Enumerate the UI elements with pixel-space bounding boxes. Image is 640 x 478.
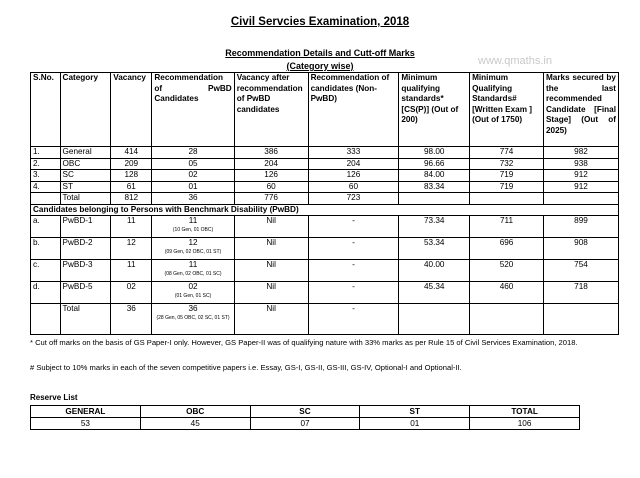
cell-sno: c. <box>31 260 61 282</box>
rec-count: 12 <box>188 238 198 247</box>
table-row-total <box>31 193 619 205</box>
reserve-list-title: Reserve List <box>30 393 78 402</box>
rec-detail: (01 Gen, 01 SC) <box>174 292 212 299</box>
rec-detail: (10 Gen, 01 OBC) <box>172 226 214 233</box>
header-min-csp: Minimum qualifying standards* [CS(P)] (Out of 200) <box>399 73 470 147</box>
header-rec-pwbd: Recommendation of PwBD Candidates <box>152 73 234 147</box>
cell-rec-pwbd: 02 <box>152 170 234 182</box>
cell-min-csp: 45.34 <box>399 282 470 304</box>
cell-category: General <box>60 147 111 159</box>
reserve-value-st: 01 <box>360 418 470 430</box>
cell-vacancy-after: 60 <box>234 181 308 193</box>
cell-rec-pwbd <box>152 216 234 238</box>
cell-marks-last: 754 <box>543 260 618 282</box>
cell-marks-last: 899 <box>543 216 618 238</box>
rec-detail: (08 Gen, 02 OBC, 01 SC) <box>164 270 222 277</box>
cell-min-csp: 83.34 <box>399 181 470 193</box>
pwbd-section-heading: Candidates belonging to Persons with Benchmark Disability (PwBD) <box>31 204 619 216</box>
reserve-header-sc: SC <box>250 406 360 418</box>
cell-vacancy: 11 <box>111 216 152 238</box>
cell-rec-non: - <box>308 282 399 304</box>
cell-category: PwBD-5 <box>60 282 111 304</box>
cell-rec-pwbd <box>152 238 234 260</box>
cell-rec-non: 723 <box>308 193 399 205</box>
cell-vacancy-after: 776 <box>234 193 308 205</box>
cell-marks-last <box>543 304 618 335</box>
cell-vacancy-after: Nil <box>234 260 308 282</box>
cell-vacancy-after: 204 <box>234 158 308 170</box>
cell-min-written: 460 <box>470 282 544 304</box>
cell-marks-last: 982 <box>543 147 618 159</box>
cell-vacancy-after: Nil <box>234 216 308 238</box>
cell-rec-non: 126 <box>308 170 399 182</box>
cell-sno <box>31 304 61 335</box>
cell-vacancy-after: Nil <box>234 238 308 260</box>
cell-rec-non: 60 <box>308 181 399 193</box>
cell-marks-last <box>543 193 618 205</box>
cell-sno: d. <box>31 282 61 304</box>
table-row <box>31 238 619 260</box>
page-subtitle: Recommendation Details and Cutt-off Marks <box>225 48 415 58</box>
cell-vacancy-after: 386 <box>234 147 308 159</box>
reserve-value-sc: 07 <box>250 418 360 430</box>
cell-sno <box>31 193 61 205</box>
header-min-written: Minimum Qualifying Standards# [Written Exam ] (Out of 1750) <box>470 73 544 147</box>
cell-min-written: 719 <box>470 181 544 193</box>
cell-vacancy: 02 <box>111 282 152 304</box>
footnote-hash: # Subject to 10% marks in each of the seven competitive papers i.e. Essay, GS-I, GS-II, GS-III, GS-IV, Optional-I and Optional-II. <box>30 363 462 372</box>
cell-sno: 4. <box>31 181 61 193</box>
cell-min-written: 711 <box>470 216 544 238</box>
cell-vacancy: 414 <box>111 147 152 159</box>
cell-vacancy-after: Nil <box>234 304 308 335</box>
reserve-value-total: 106 <box>470 418 580 430</box>
pwbd-section-row <box>31 204 619 216</box>
reserve-header-st: ST <box>360 406 470 418</box>
cell-marks-last: 938 <box>543 158 618 170</box>
cell-sno: a. <box>31 216 61 238</box>
page-title: Civil Servcies Examination, 2018 <box>230 16 410 28</box>
header-sno: S.No. <box>31 73 61 147</box>
table-row <box>31 181 619 193</box>
cell-min-written: 774 <box>470 147 544 159</box>
table-row <box>31 147 619 159</box>
table-row <box>31 260 619 282</box>
cell-vacancy: 61 <box>111 181 152 193</box>
cell-rec-non: - <box>308 216 399 238</box>
table-row <box>31 158 619 170</box>
cell-min-written: 520 <box>470 260 544 282</box>
reserve-header-row <box>31 406 580 418</box>
table-row <box>31 216 619 238</box>
cell-min-csp: 73.34 <box>399 216 470 238</box>
cell-min-csp: 98.00 <box>399 147 470 159</box>
header-rec-non-pwbd: Recommendation of candidates (Non-PwBD) <box>308 73 399 147</box>
table-row-total <box>31 304 619 335</box>
cell-sno: 3. <box>31 170 61 182</box>
cell-category: PwBD-1 <box>60 216 111 238</box>
reserve-header-general: GENERAL <box>31 406 141 418</box>
reserve-value-general: 53 <box>31 418 141 430</box>
cell-vacancy: 12 <box>111 238 152 260</box>
cell-sno: b. <box>31 238 61 260</box>
header-vacancy-after: Vacancy after recommendation of PwBD candidates <box>234 73 308 147</box>
rec-detail: (28 Gen, 05 OBC, 02 SC, 01 ST) <box>156 314 230 321</box>
cell-min-written: 719 <box>470 170 544 182</box>
cell-sno: 1. <box>31 147 61 159</box>
cell-rec-pwbd: 28 <box>152 147 234 159</box>
cell-category: ST <box>60 181 111 193</box>
cell-vacancy: 36 <box>111 304 152 335</box>
cell-vacancy-after: Nil <box>234 282 308 304</box>
cell-vacancy: 209 <box>111 158 152 170</box>
rec-count: 11 <box>188 216 198 225</box>
watermark-text: www.qmaths.in <box>478 55 552 67</box>
cell-vacancy: 128 <box>111 170 152 182</box>
cell-rec-pwbd: 05 <box>152 158 234 170</box>
reserve-value-obc: 45 <box>140 418 250 430</box>
cell-min-csp: 84.00 <box>399 170 470 182</box>
cell-category: PwBD-3 <box>60 260 111 282</box>
header-vacancy: Vacancy <box>111 73 152 147</box>
cell-min-csp <box>399 193 470 205</box>
cell-category: PwBD-2 <box>60 238 111 260</box>
header-marks-last: Marks secured by the last recommended Candidate [Final Stage] (Out of 2025) <box>543 73 618 147</box>
cell-rec-non: 204 <box>308 158 399 170</box>
cell-category: Total <box>60 193 111 205</box>
cell-category: Total <box>60 304 111 335</box>
rec-count: 02 <box>188 282 198 291</box>
rec-detail: (09 Gen, 02 OBC, 01 ST) <box>164 248 222 255</box>
reserve-value-row <box>31 418 580 430</box>
cell-min-csp: 96.66 <box>399 158 470 170</box>
cell-rec-non: - <box>308 260 399 282</box>
table-row <box>31 170 619 182</box>
cell-marks-last: 908 <box>543 238 618 260</box>
reserve-header-total: TOTAL <box>470 406 580 418</box>
page-subtitle-category: (Category wise) <box>286 61 354 71</box>
cell-rec-pwbd <box>152 282 234 304</box>
cell-marks-last: 912 <box>543 170 618 182</box>
cell-min-csp: 53.34 <box>399 238 470 260</box>
cell-rec-non: 333 <box>308 147 399 159</box>
rec-count: 11 <box>188 260 198 269</box>
cell-rec-non: - <box>308 304 399 335</box>
reserve-header-obc: OBC <box>140 406 250 418</box>
cell-category: SC <box>60 170 111 182</box>
cell-min-written <box>470 304 544 335</box>
cell-min-csp <box>399 304 470 335</box>
cell-vacancy-after: 126 <box>234 170 308 182</box>
cell-marks-last: 912 <box>543 181 618 193</box>
cell-rec-pwbd: 01 <box>152 181 234 193</box>
cell-vacancy: 11 <box>111 260 152 282</box>
table-header-row <box>31 73 619 147</box>
cell-sno: 2. <box>31 158 61 170</box>
cell-vacancy: 812 <box>111 193 152 205</box>
rec-count: 36 <box>188 304 198 313</box>
header-category: Category <box>60 73 111 147</box>
footnote-star: * Cut off marks on the basis of GS Paper-I only. However, GS Paper-II was of qualifying nature with 33% marks as per Rule 15 of Civil Services Examination, 2018. <box>30 338 578 347</box>
recommendation-table <box>30 72 619 335</box>
cell-rec-non: - <box>308 238 399 260</box>
cell-min-csp: 40.00 <box>399 260 470 282</box>
cell-min-written: 732 <box>470 158 544 170</box>
reserve-list-table <box>30 405 580 430</box>
cell-marks-last: 718 <box>543 282 618 304</box>
cell-min-written: 696 <box>470 238 544 260</box>
cell-min-written <box>470 193 544 205</box>
cell-rec-pwbd <box>152 260 234 282</box>
table-row <box>31 282 619 304</box>
cell-category: OBC <box>60 158 111 170</box>
cell-rec-pwbd: 36 <box>152 193 234 205</box>
cell-rec-pwbd <box>152 304 234 335</box>
